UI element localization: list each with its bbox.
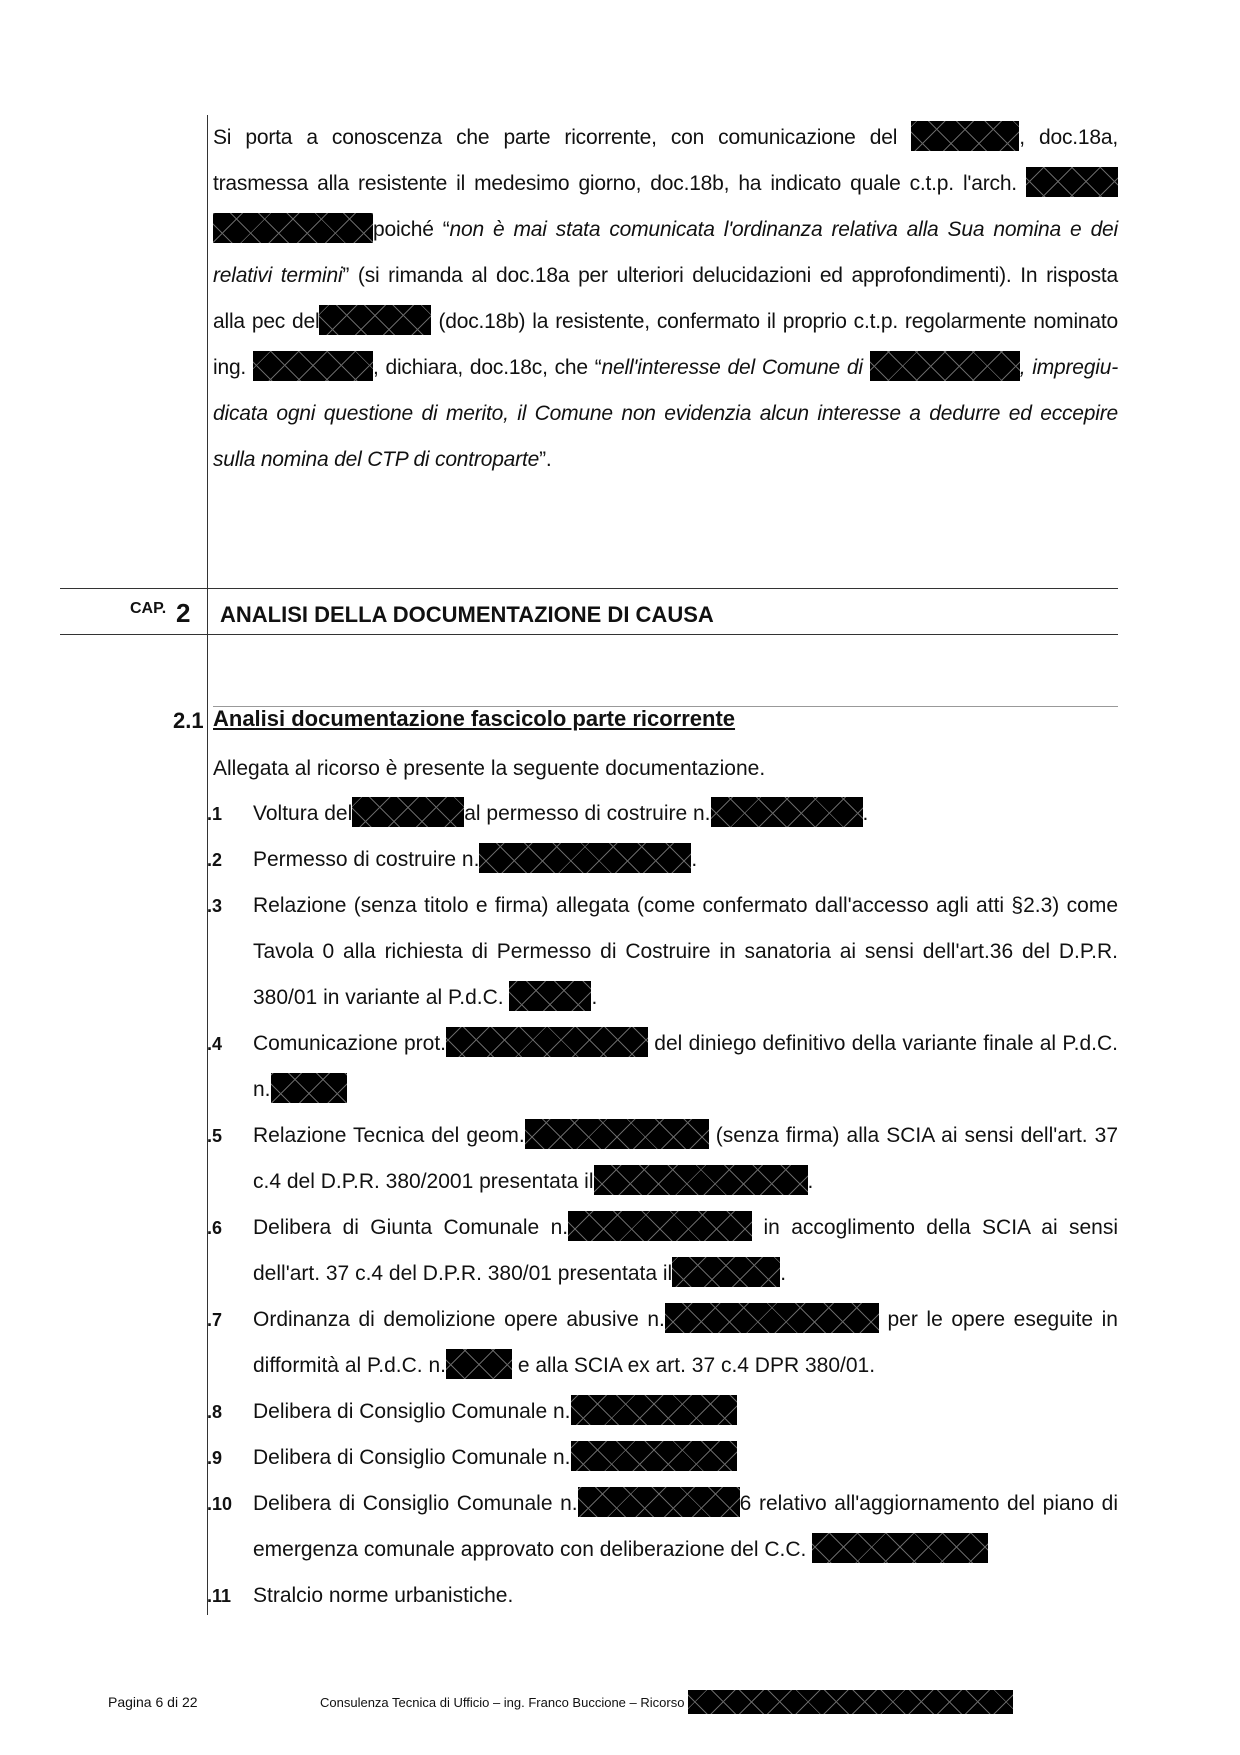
redaction xyxy=(446,1027,648,1057)
redaction xyxy=(525,1119,709,1149)
item-number: .1 xyxy=(207,804,223,824)
redaction xyxy=(571,1441,737,1471)
redaction xyxy=(509,981,591,1011)
redaction xyxy=(352,797,464,827)
page-number: Pagina 6 di 22 xyxy=(108,1694,198,1710)
chapter-number: 2 xyxy=(176,598,191,628)
item-number: .4 xyxy=(207,1034,223,1054)
redaction xyxy=(578,1487,740,1517)
redaction xyxy=(271,1073,347,1103)
redaction xyxy=(446,1349,512,1379)
chapter-label: CAP. xyxy=(130,600,167,617)
section-number: 2.1 xyxy=(173,708,204,733)
chapter-rule-bottom xyxy=(60,634,1118,635)
section-lead: Allegata al ricorso è presente la seguente documentazione. xyxy=(213,757,766,780)
item-number: .7 xyxy=(207,1310,223,1330)
redaction xyxy=(253,351,373,381)
redaction xyxy=(571,1395,737,1425)
item-number: .9 xyxy=(207,1448,223,1468)
item-number: .6 xyxy=(207,1218,223,1238)
redaction xyxy=(870,351,1020,381)
redaction xyxy=(479,843,691,873)
chapter-rule-top xyxy=(60,588,1118,589)
redaction xyxy=(1026,167,1118,197)
redaction xyxy=(213,213,373,243)
item-number: .10 xyxy=(207,1494,233,1514)
footer-text: Consulenza Tecnica di Ufficio – ing. Franco Buccione – Ricorso xyxy=(320,1690,1013,1714)
redaction xyxy=(812,1533,988,1563)
redaction xyxy=(319,305,431,335)
redaction xyxy=(665,1303,879,1333)
redaction xyxy=(594,1165,808,1195)
chapter-title: ANALISI DELLA DOCUMENTAZIONE DI CAUSA xyxy=(220,602,714,627)
item-number: .3 xyxy=(207,896,223,916)
redaction xyxy=(711,797,863,827)
redaction xyxy=(688,1690,1013,1714)
redaction xyxy=(911,121,1019,151)
section-title: Analisi documentazione fascicolo parte ricorrente xyxy=(213,706,736,731)
item-number: .2 xyxy=(207,850,223,870)
intro-paragraph: Si porta a conoscenza che parte ricorrente, con comunicazione del , doc.18a, trasmessa alla resistente il medesimo giorno, doc.18b, ha indicato quale c.t.p. l'arch. poiché “non è mai stata comunicata l'ordinanza relativa alla Sua nomina e dei relativi termini” (si rimanda al doc.18a per ulteriori delucidazioni ed approfondimenti). In risposta alla pec del (doc.18b) la resistente, confermato il proprio c.t.p. regolarmente nominato ing. , dichiara, doc.18c, che “nell'interesse del Comune di , impregiu- dicata ogni questione di merito, il Comune non evidenzia alcun interesse a dedurre ed eccepire sulla nomina del CTP di controparte”. xyxy=(213,115,1118,483)
item-number: .11 xyxy=(207,1586,232,1606)
item-number: .5 xyxy=(207,1126,223,1146)
item-number: .8 xyxy=(207,1402,223,1422)
redaction xyxy=(672,1257,780,1287)
redaction xyxy=(568,1211,752,1241)
